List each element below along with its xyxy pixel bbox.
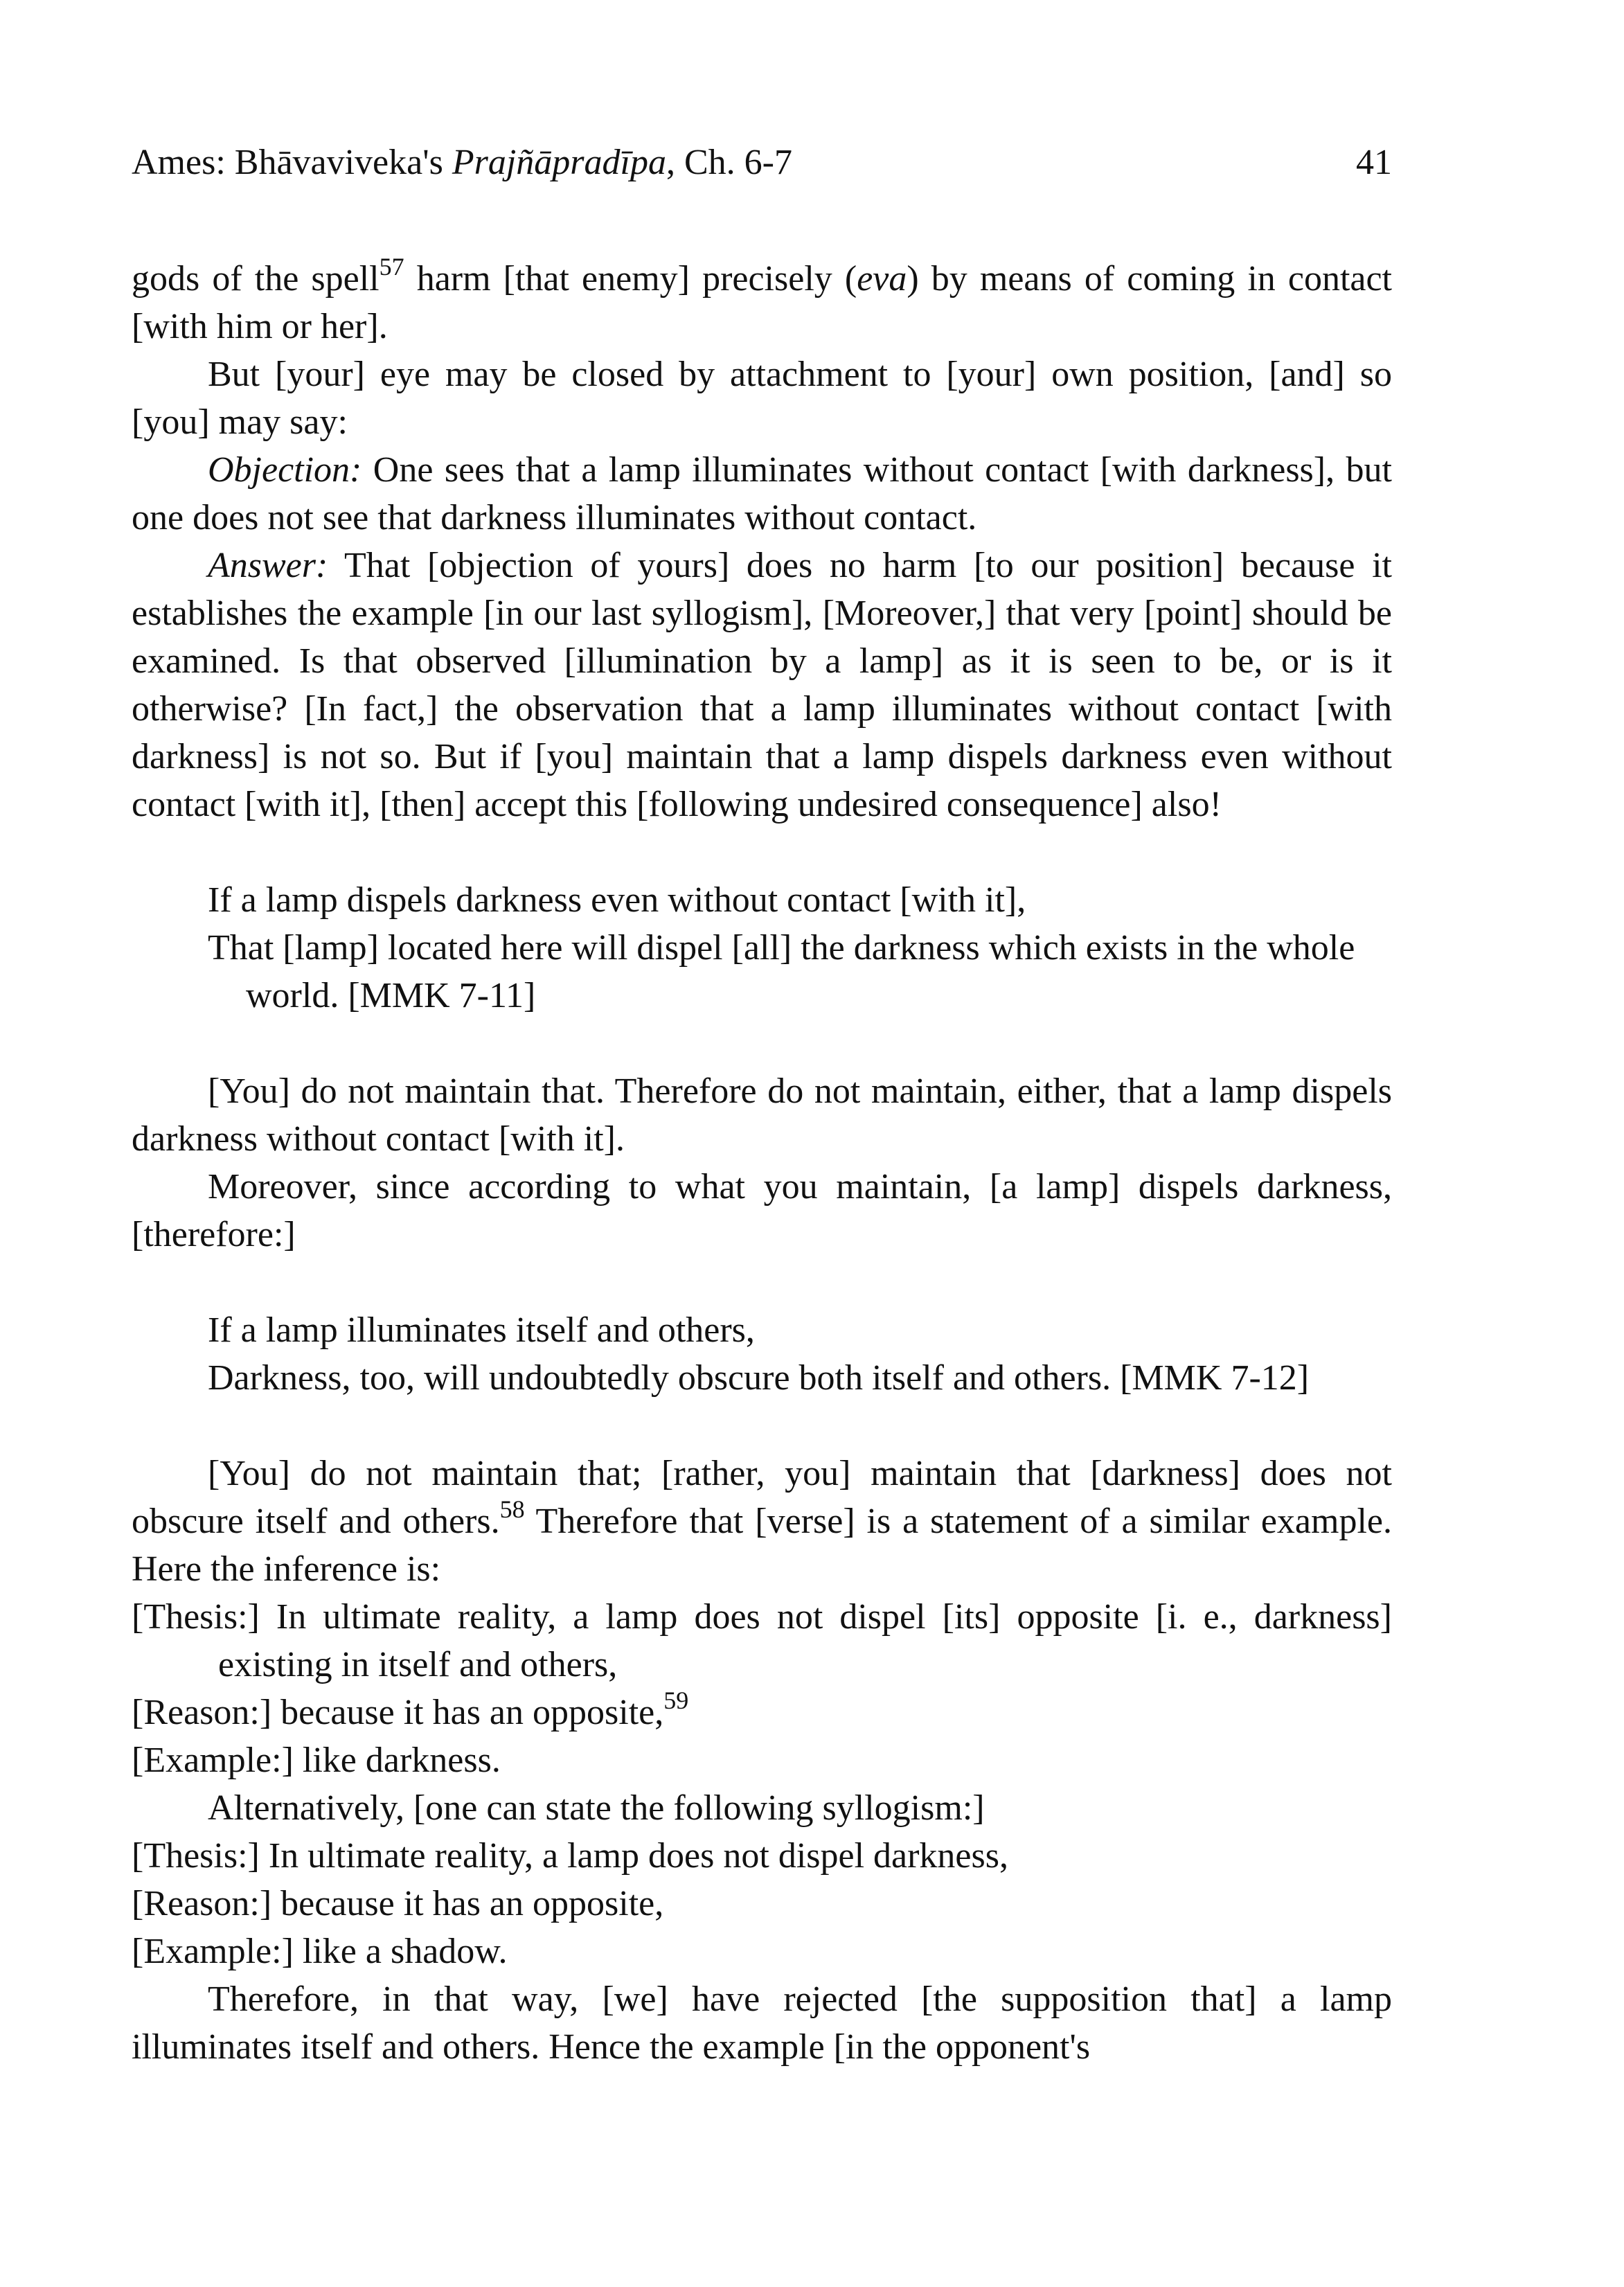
- page-body: [132, 255, 1392, 2071]
- syllogism-1-thesis: [Thesis:] In ultimate reality, a lamp does not dispel [its] opposite [i. e., darkness] existing in itself and others,: [132, 1597, 1392, 1684]
- footnote-ref-57: 57: [379, 253, 404, 281]
- objection-paragraph: Objection: One sees that a lamp illuminates without contact [with darkness], but one does not see that darkness illuminates without contact.: [132, 450, 1392, 537]
- paragraph-5: [You] do not maintain that. Therefore do not maintain, either, that a lamp dispels darkness without contact [with it].: [132, 1071, 1392, 1159]
- paragraph-6: Moreover, since according to what you maintain, [a lamp] dispels darkness, [therefore:]: [132, 1167, 1392, 1254]
- footnote-ref-59: 59: [663, 1687, 689, 1714]
- paragraph-9: Therefore, in that way, [we] have rejected [the supposition that] a lamp illuminates itself and others. Hence the example [in the opponent's: [132, 1979, 1392, 2067]
- verse-line: If a lamp dispels darkness even without contact [with it],: [208, 880, 1026, 920]
- objection-label: Objection:: [208, 450, 362, 490]
- verse-mmk-7-12: [132, 1306, 1392, 1402]
- page-number: 41: [1356, 143, 1392, 182]
- syllogism-1-reason: [Reason:] because it has an opposite,$^{59}$: [132, 1687, 689, 1732]
- syllogism-1-example: [Example:] like darkness.: [132, 1741, 501, 1780]
- answer-paragraph: Answer: That [objection of yours] does no harm [to our position] because it establishes the example [in our last syllogism], [Moreover,] that very [point] should be examined. Is that observed [illumination by a lamp] as it is seen to be, or is it otherwise? [In fact,] the observation that a lamp illuminates without contact [with darkness] is not so. But if [you] maintain that a lamp dispels darkness even without contact [with it], [then] accept this [following undesired consequence] also!: [132, 546, 1392, 824]
- paragraph-2: But [your] eye may be closed by attachment to [your] own position, [and] so [you] may say:: [132, 355, 1392, 442]
- paragraph-7: [You] do not maintain that; [rather, you] maintain that [darkness] does not obscure itself and others.$^{58}$ Therefore that [verse] is a statement of a similar example. Here the inference is:: [132, 1454, 1392, 1589]
- paragraph-8: Alternatively, [one can state the following syllogism:]: [208, 1788, 985, 1828]
- verse-line: If a lamp illuminates itself and others,: [208, 1310, 755, 1350]
- syllogism-2-example: [Example:] like a shadow.: [132, 1932, 508, 1971]
- verse-mmk-7-11: [132, 876, 1392, 1020]
- answer-label: Answer:: [208, 546, 328, 585]
- syllogism-2-reason: [Reason:] because it has an opposite,: [132, 1884, 664, 1923]
- verse-line: That [lamp] located here will dispel [all] the darkness which exists in the whole world. [MMK 7-11]: [208, 928, 1355, 1015]
- footnote-ref-58: 58: [499, 1495, 525, 1523]
- paragraph-1: gods of the spell$^{57}$ harm [that enemy] precisely (eva) by means of coming in contact [with him or her].: [132, 253, 1393, 346]
- running-title: Ames: Bhāvaviveka's Prajñāpradīpa, Ch. 6-7: [132, 143, 792, 182]
- syllogism-2-thesis: [Thesis:] In ultimate reality, a lamp does not dispel darkness,: [132, 1836, 1008, 1876]
- work-title: Prajñāpradīpa: [452, 143, 666, 182]
- running-header: [132, 139, 1392, 187]
- verse-line: Darkness, too, will undoubtedly obscure both itself and others. [MMK 7-12]: [208, 1358, 1310, 1398]
